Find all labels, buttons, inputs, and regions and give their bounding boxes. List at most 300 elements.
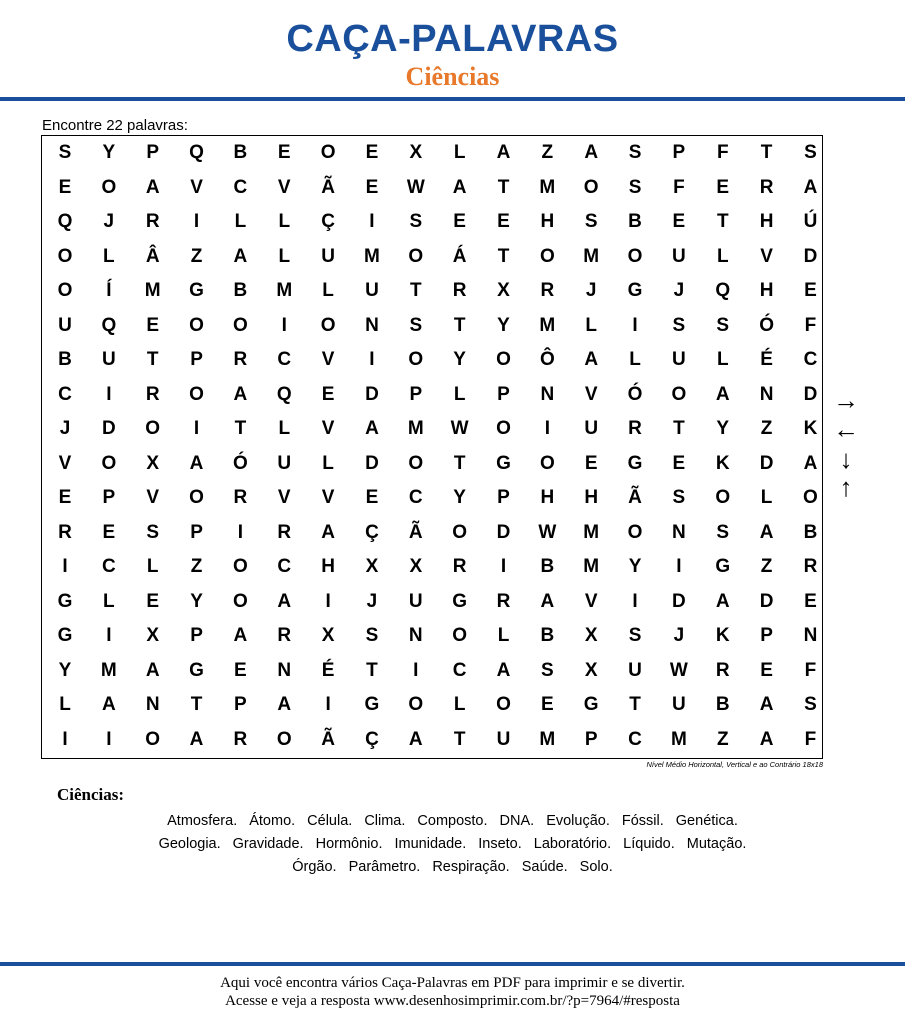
- grid-cell: F: [716, 142, 729, 163]
- grid-cell: Ã: [628, 487, 642, 508]
- grid-cell: O: [145, 728, 161, 750]
- grid-cell: R: [452, 280, 467, 301]
- grid-cell: O: [496, 349, 511, 370]
- grid-cell: M: [144, 280, 161, 301]
- grid-cell: T: [453, 452, 466, 474]
- grid-cell: F: [804, 314, 817, 336]
- grid-cell: A: [496, 142, 511, 163]
- grid-cell: O: [408, 452, 424, 474]
- grid-cell: E: [234, 659, 247, 681]
- grid-cell: P: [146, 142, 160, 163]
- grid-cell: R: [540, 280, 555, 301]
- grid-cell: E: [584, 452, 598, 474]
- grid-cell: A: [233, 245, 248, 267]
- grid-cell: P: [584, 728, 598, 750]
- grid-cell: O: [320, 314, 336, 336]
- grid-cell: N: [540, 383, 555, 405]
- word-list-item: DNA.: [499, 813, 535, 829]
- grid-cell: R: [496, 590, 511, 612]
- grid-cell: S: [409, 211, 423, 232]
- grid-cell: Y: [497, 314, 510, 336]
- grid-cell: Y: [102, 142, 116, 163]
- grid-cell: M: [539, 176, 556, 198]
- grid-cell: V: [584, 590, 598, 612]
- grid-cell: P: [497, 487, 510, 508]
- grid-cell: M: [100, 659, 117, 681]
- grid-cell: O: [803, 487, 818, 508]
- grid-cell: Y: [628, 556, 642, 577]
- grid-cell: K: [715, 452, 730, 474]
- grid-cell: A: [803, 176, 818, 198]
- grid-cell: O: [101, 452, 117, 474]
- grid-cell: Y: [58, 659, 72, 681]
- grid-cell: U: [321, 245, 335, 267]
- grid-cell: O: [627, 245, 643, 267]
- grid-cell: H: [759, 211, 774, 232]
- grid-cell: G: [627, 280, 643, 301]
- grid-cell: B: [628, 211, 642, 232]
- arrow-left-icon: ←: [833, 414, 859, 444]
- grid-cell: L: [322, 280, 334, 301]
- grid-cell: U: [408, 590, 423, 612]
- footer-line-2: Acesse e veja a resposta www.desenhosimprimir.com.br/?p=7964/#resposta: [225, 993, 680, 1009]
- grid-cell: P: [760, 625, 773, 646]
- grid-cell: I: [193, 211, 200, 232]
- grid-cell: Q: [276, 383, 292, 405]
- grid-cell: H: [584, 487, 599, 508]
- grid-cell: A: [715, 590, 730, 612]
- grid-cell: H: [540, 211, 555, 232]
- grid-cell: C: [233, 176, 248, 198]
- grid-cell: O: [101, 176, 117, 198]
- grid-cell: O: [57, 245, 73, 267]
- grid-cell: S: [716, 521, 730, 543]
- grid-cell: C: [452, 659, 467, 681]
- grid-cell: S: [628, 176, 642, 198]
- grid-cell: S: [146, 521, 160, 543]
- grid-cell: I: [632, 314, 638, 336]
- grid-cell: X: [146, 452, 160, 474]
- grid-cell: V: [146, 487, 160, 508]
- grid-cell: P: [409, 383, 423, 405]
- word-list-item: Clima.: [364, 813, 406, 829]
- grid-cell: O: [320, 142, 336, 163]
- grid-cell: A: [584, 142, 599, 163]
- grid-cell: V: [760, 245, 773, 267]
- grid-cell: Ó: [627, 383, 643, 405]
- grid-cell: E: [146, 590, 160, 612]
- grid-cell: V: [58, 452, 72, 474]
- word-list-title: Ciências:: [57, 785, 125, 804]
- grid-cell: W: [450, 418, 469, 439]
- grid-cell: R: [715, 659, 730, 681]
- grid-cell: F: [804, 659, 817, 681]
- grid-cell: D: [101, 418, 116, 439]
- word-list-item: Órgão.: [292, 859, 337, 875]
- grid-cell: N: [408, 625, 423, 646]
- grid-cell: N: [277, 659, 292, 681]
- grid-cell: A: [277, 694, 292, 715]
- grid-cell: X: [365, 556, 379, 577]
- grid-cell: U: [496, 728, 511, 750]
- grid-cell: A: [321, 521, 335, 543]
- grid-cell: X: [584, 659, 598, 681]
- word-list-item: Gravidade.: [232, 836, 304, 852]
- grid-cell: L: [278, 211, 291, 232]
- grid-cell: E: [58, 487, 72, 508]
- grid-cell: O: [57, 280, 73, 301]
- grid-cell: E: [453, 211, 466, 232]
- grid-cell: J: [59, 418, 71, 439]
- grid-cell: M: [364, 245, 380, 267]
- grid-cell: Q: [57, 211, 73, 232]
- page-subtitle: Ciências: [405, 62, 500, 91]
- grid-cell: O: [452, 521, 468, 543]
- grid-cell: Ó: [759, 314, 774, 336]
- grid-cell: P: [102, 487, 116, 508]
- grid-cell: S: [365, 625, 379, 646]
- grid-cell: T: [497, 176, 510, 198]
- grid-cell: L: [234, 211, 247, 232]
- grid-cell: O: [452, 625, 468, 646]
- grid-cell: Ç: [365, 728, 379, 750]
- grid-cell: B: [58, 349, 72, 370]
- grid-cell: I: [413, 659, 419, 681]
- grid-cell: S: [804, 694, 817, 715]
- grid-cell: R: [233, 349, 248, 370]
- grid-cell: P: [672, 142, 686, 163]
- grid-cell: E: [102, 521, 116, 543]
- grid-cell: Z: [760, 556, 773, 577]
- grid-cell: A: [145, 659, 160, 681]
- grid-cell: T: [716, 211, 729, 232]
- grid-cell: O: [233, 556, 248, 577]
- grid-cell: D: [496, 521, 511, 543]
- grid-cell: E: [672, 211, 686, 232]
- grid-cell: F: [673, 176, 685, 198]
- grid-cell: O: [233, 590, 248, 612]
- grid-cell: R: [145, 211, 160, 232]
- grid-cell: Ã: [408, 521, 423, 543]
- grid-cell: B: [233, 280, 248, 301]
- grid-cell: O: [233, 314, 248, 336]
- grid-cell: I: [106, 728, 112, 750]
- grid-cell: M: [539, 728, 556, 750]
- grid-cell: Z: [541, 142, 554, 163]
- grid-cell: N: [672, 521, 686, 543]
- grid-cell: S: [672, 314, 686, 336]
- grid-cell: E: [804, 590, 817, 612]
- grid-cell: I: [676, 556, 682, 577]
- grid-cell: Y: [716, 418, 730, 439]
- grid-cell: A: [233, 383, 248, 405]
- top-divider: [0, 97, 905, 101]
- word-list-line-1: [0, 813, 905, 829]
- grid-cell: L: [322, 452, 334, 474]
- grid-cell: S: [58, 142, 72, 163]
- grid-cell: E: [365, 487, 379, 508]
- grid-cell: R: [145, 383, 160, 405]
- grid-cell: M: [583, 245, 600, 267]
- grid-cell: A: [233, 625, 248, 646]
- grid-cell: Ô: [539, 349, 555, 370]
- grid-cell: E: [58, 176, 72, 198]
- grid-cell: B: [540, 556, 555, 577]
- grid-cell: X: [584, 625, 598, 646]
- grid-cell: I: [106, 625, 112, 646]
- grid-cell: L: [278, 418, 291, 439]
- grid-cell: D: [803, 383, 818, 405]
- grid-cell: E: [804, 280, 817, 301]
- word-list-item: Respiração.: [432, 859, 510, 875]
- grid-cell: O: [189, 314, 204, 336]
- grid-cell: T: [453, 314, 466, 336]
- grid-cell: I: [632, 590, 638, 612]
- arrow-right-icon: →: [833, 385, 859, 415]
- grid-cell: A: [365, 418, 379, 439]
- grid-cell: S: [409, 314, 423, 336]
- grid-cell: A: [803, 452, 818, 474]
- grid-cell: O: [539, 452, 555, 474]
- grid-cell: X: [146, 625, 160, 646]
- grid-cell: L: [146, 556, 159, 577]
- grid-cell: X: [497, 280, 510, 301]
- instruction-text: Encontre 22 palavras:: [42, 117, 188, 134]
- grid-cell: W: [669, 659, 688, 681]
- grid-cell: Q: [189, 142, 204, 163]
- grid-cell: R: [277, 625, 292, 646]
- grid-cell: W: [406, 176, 425, 198]
- grid-cell: U: [672, 694, 686, 715]
- grid-cell: C: [277, 349, 292, 370]
- grid-cell: N: [803, 625, 818, 646]
- grid-cell: L: [103, 590, 115, 612]
- grid-cell: T: [629, 694, 641, 715]
- grid-cell: L: [453, 383, 466, 405]
- grid-cell: D: [759, 452, 774, 474]
- grid-cell: C: [101, 556, 116, 577]
- grid-cell: R: [58, 521, 72, 543]
- grid-cell: P: [190, 349, 203, 370]
- grid-cell: H: [759, 280, 774, 301]
- grid-cell: I: [544, 418, 550, 439]
- word-list-item: Célula.: [307, 813, 353, 829]
- grid-cell: Ã: [321, 176, 335, 198]
- grid-cell: Ç: [321, 211, 335, 232]
- grid-cell: G: [189, 659, 204, 681]
- grid-cell: W: [538, 521, 557, 543]
- grid-cell: O: [627, 521, 643, 543]
- grid-cell: O: [408, 349, 424, 370]
- word-list-line-3: [0, 859, 905, 875]
- grid-cell: V: [321, 349, 335, 370]
- grid-cell: T: [409, 280, 422, 301]
- grid-cell: O: [671, 383, 687, 405]
- grid-cell: O: [408, 245, 424, 267]
- grid-cell: O: [496, 418, 511, 439]
- grid-cell: O: [189, 487, 204, 508]
- word-list-item: Líquido.: [623, 836, 675, 852]
- grid-cell: S: [672, 487, 686, 508]
- grid-cell: A: [145, 176, 160, 198]
- grid-cell: L: [716, 349, 729, 370]
- grid-cell: Y: [190, 590, 203, 612]
- grid-cell: J: [673, 280, 685, 301]
- grid-cell: S: [804, 142, 817, 163]
- grid-cell: E: [760, 659, 773, 681]
- grid-cell: G: [583, 694, 599, 715]
- grid-cell: T: [234, 418, 247, 439]
- grid-cell: U: [672, 245, 686, 267]
- grid-cell: T: [673, 418, 685, 439]
- grid-cell: O: [539, 245, 555, 267]
- grid-cell: T: [453, 728, 466, 750]
- grid-cell: N: [365, 314, 379, 336]
- level-note: Nível Médio Horizontal, Vertical e ao Contrário 18x18: [646, 760, 823, 769]
- grid-cell: G: [57, 590, 73, 612]
- grid-cell: M: [670, 728, 687, 750]
- grid-cell: Ú: [803, 211, 818, 232]
- grid-cell: M: [407, 418, 424, 439]
- grid-cell: A: [759, 521, 774, 543]
- grid-cell: O: [145, 418, 161, 439]
- grid-cell: U: [628, 659, 642, 681]
- grid-cell: D: [365, 452, 379, 474]
- grid-cell: E: [497, 211, 510, 232]
- grid-cell: A: [452, 176, 467, 198]
- grid-cell: O: [583, 176, 599, 198]
- grid-cell: R: [233, 728, 248, 750]
- grid-cell: U: [277, 452, 292, 474]
- grid-cell: E: [365, 176, 379, 198]
- grid-cell: R: [452, 556, 467, 577]
- grid-cell: G: [496, 452, 511, 474]
- grid-cell: U: [365, 280, 379, 301]
- grid-cell: V: [321, 487, 335, 508]
- grid-cell: M: [583, 521, 600, 543]
- grid-cell: X: [409, 556, 423, 577]
- word-list-item: Solo.: [579, 859, 613, 875]
- word-list-item: Laboratório.: [533, 836, 612, 852]
- grid-cell: O: [276, 728, 292, 750]
- grid-cell: I: [369, 349, 375, 370]
- arrow-up-icon: ↑: [839, 472, 853, 502]
- grid-cell: Q: [715, 280, 731, 301]
- grid-cell: A: [584, 349, 599, 370]
- grid-cell: L: [278, 245, 291, 267]
- grid-cell: G: [189, 280, 204, 301]
- grid-cell: N: [759, 383, 774, 405]
- grid-cell: Z: [190, 245, 203, 267]
- grid-cell: G: [452, 590, 468, 612]
- grid-cell: F: [804, 728, 817, 750]
- grid-cell: G: [627, 452, 643, 474]
- grid-cell: I: [193, 418, 200, 439]
- word-list-item: Inseto.: [478, 836, 522, 852]
- grid-cell: L: [59, 694, 71, 715]
- grid-cell: J: [585, 280, 597, 301]
- word-list-item: Parâmetro.: [348, 859, 421, 875]
- grid-cell: B: [233, 142, 248, 163]
- grid-cell: R: [277, 521, 292, 543]
- grid-cell: E: [277, 142, 291, 163]
- grid-cell: L: [760, 487, 773, 508]
- grid-cell: P: [234, 694, 247, 715]
- grid-cell: H: [321, 556, 335, 577]
- grid-cell: M: [583, 556, 600, 577]
- grid-cell: O: [189, 383, 204, 405]
- grid-cell: H: [540, 487, 555, 508]
- grid-cell: J: [673, 625, 685, 646]
- grid-cell: T: [190, 694, 203, 715]
- page-title: CAÇA-PALAVRAS: [286, 18, 619, 60]
- grid-cell: A: [715, 383, 730, 405]
- grid-cell: A: [759, 728, 774, 750]
- grid-cell: Z: [760, 418, 773, 439]
- word-list-item: Composto.: [417, 813, 488, 829]
- grid-cell: I: [62, 728, 68, 750]
- grid-cell: É: [760, 349, 773, 370]
- grid-cell: A: [277, 590, 292, 612]
- grid-cell: Á: [452, 245, 467, 267]
- grid-cell: E: [541, 694, 554, 715]
- grid-cell: A: [189, 728, 204, 750]
- word-list-item: Átomo.: [249, 813, 296, 829]
- grid-cell: Ç: [365, 521, 379, 543]
- grid-cell: I: [500, 556, 507, 577]
- grid-cell: N: [145, 694, 160, 715]
- grid-cell: R: [628, 418, 642, 439]
- grid-cell: B: [540, 625, 555, 646]
- grid-cell: E: [365, 142, 379, 163]
- grid-cell: V: [584, 383, 598, 405]
- grid-cell: E: [672, 452, 686, 474]
- grid-cell: J: [103, 211, 115, 232]
- grid-cell: P: [190, 625, 203, 646]
- grid-cell: A: [101, 694, 116, 715]
- grid-cell: S: [584, 211, 598, 232]
- word-list-item: Imunidade.: [394, 836, 467, 852]
- grid-cell: L: [103, 245, 115, 267]
- bottom-divider: [0, 962, 905, 966]
- grid-cell: R: [233, 487, 248, 508]
- grid-cell: M: [539, 314, 556, 336]
- grid-cell: L: [629, 349, 641, 370]
- grid-cell: R: [803, 556, 818, 577]
- word-list-line-2: [0, 836, 905, 852]
- grid-cell: O: [408, 694, 424, 715]
- grid-cell: V: [277, 487, 291, 508]
- grid-cell: A: [759, 694, 774, 715]
- grid-cell: Í: [106, 280, 112, 301]
- grid-cell: D: [365, 383, 379, 405]
- grid-cell: T: [497, 245, 510, 267]
- grid-cell: Y: [453, 349, 466, 370]
- grid-cell: I: [325, 694, 331, 715]
- footer-line-1: Aqui você encontra vários Caça-Palavras em PDF para imprimir e se divertir.: [220, 975, 685, 991]
- grid-cell: S: [628, 142, 642, 163]
- grid-cell: D: [803, 245, 818, 267]
- grid-cell: G: [715, 556, 731, 577]
- grid-cell: L: [716, 245, 729, 267]
- grid-cell: E: [321, 383, 335, 405]
- grid-cell: V: [190, 176, 203, 198]
- grid-cell: T: [366, 659, 378, 681]
- grid-cell: C: [58, 383, 72, 405]
- grid-cell: B: [803, 521, 818, 543]
- grid-cell: Z: [190, 556, 203, 577]
- grid-cell: O: [496, 694, 511, 715]
